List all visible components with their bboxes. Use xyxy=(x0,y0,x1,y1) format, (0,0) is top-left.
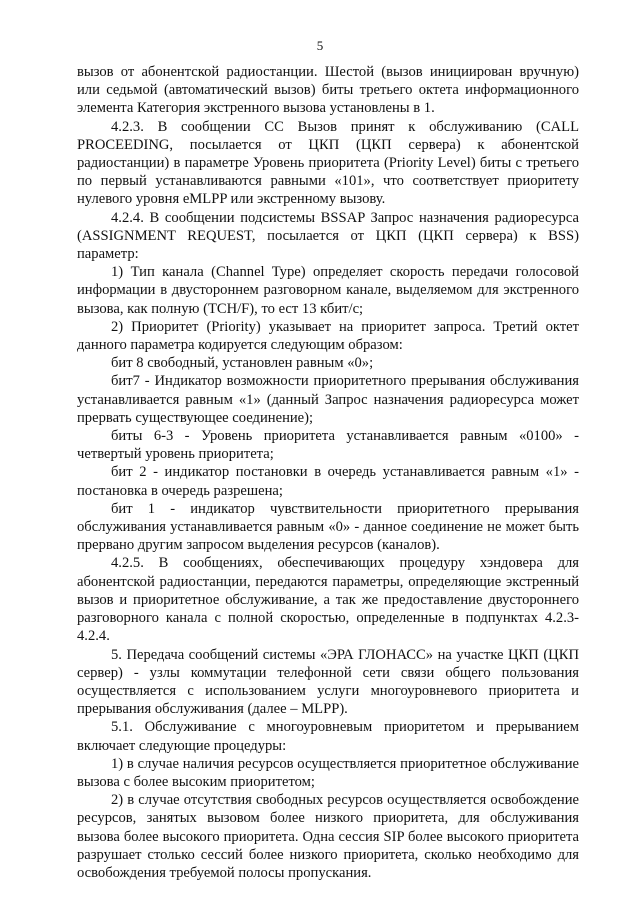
body-text xyxy=(77,63,579,882)
paragraph: 2) Приоритет (Priority) указывает на приоритет запроса. Третий октет данного параметра кодируется следующим образом: xyxy=(77,318,579,354)
paragraph: бит 1 - индикатор чувствительности приоритетного прерывания обслуживания устанавливается равным «0» - данное соединение не может быть прервано другим запросом выделения ресурсов (каналов). xyxy=(77,500,579,554)
paragraph: бит7 - Индикатор возможности приоритетного прерывания обслуживания устанавливается равным «1» (данный Запрос назначения радиоресурса может прервать существующее соединение); xyxy=(77,373,579,426)
paragraph: биты 6-3 - Уровень приоритета устанавливается равным «0100» - четвертый уровень приоритета; xyxy=(77,428,579,463)
paragraph: 1) в случае наличия ресурсов осуществляется приоритетное обслуживание вызова с более высоким приоритетом; xyxy=(77,755,579,790)
page-number: 5 xyxy=(316,38,324,53)
paragraph: 5.1. Обслуживание с многоуровневым приоритетом и прерыванием включает следующие процедуры: xyxy=(77,719,579,754)
paragraph: 4.2.4. В сообщении подсистемы BSSAP Запрос назначения радиоресурса (ASSIGNMENT REQUEST, посылается от ЦКП (ЦКП сервера) к BSS) параметр: xyxy=(77,209,579,263)
paragraph: 1) Тип канала (Channel Type) определяет скорость передачи голосовой информации в двустороннем разговорном канале, выделяемом для экстренного вызова, как полную (TCH/F), то ест 13 кбит/с; xyxy=(77,264,579,317)
paragraph: бит 2 - индикатор постановки в очередь устанавливается равным «1» - постановка в очередь разрешена; xyxy=(77,464,579,499)
paragraph: 2) в случае отсутствия свободных ресурсов осуществляется освобождение ресурсов, занятых вызовом более низкого приоритета, для обслуживания вызова более высокого приоритета. Одна сессия SIP более высокого приоритета разрушает столько сессий более низкого приоритета, сколько необходимо для освобождения требуемой полосы пропускания. xyxy=(77,792,579,881)
paragraph: 5. Передача сообщений системы «ЭРА ГЛОНАСС» на участке ЦКП (ЦКП сервер) - узлы коммутации телефонной сети связи общего пользования осуществляется с использованием услуги многоуровневого приоритета и прерывания обслуживания (далее – MLPP). xyxy=(77,646,579,718)
paragraph: вызов от абонентской радиостанции. Шестой (вызов инициирован вручную) или седьмой (автоматический вызов) биты третьего октета информационного элемента Категория экстренного вызова установлены в 1. xyxy=(77,64,579,117)
paragraph: бит 8 свободный, установлен равным «0»; xyxy=(111,355,374,372)
paragraph: 4.2.3. В сообщении CC Вызов принят к обслуживанию (CALL PROCEEDING, посылается от ЦКП (ЦКП сервера) к абонентской радиостанции) в параметре Уровень приоритета (Priority Level) биты с третьего по первый устанавливаются равными «101», что соответствует приоритету нулевого уровня eMLPP или экстренному вызову. xyxy=(77,118,579,208)
paragraph: 4.2.5. В сообщениях, обеспечивающих процедуру хэндовера для абонентской радиостанции, передаются параметры, определяющие экстренный вызов и приоритетное обслуживание, а так же предоставление двустороннего разговорного канала с полной скоростью, определенные в подпунктах 4.2.3-4.2.4. xyxy=(77,555,579,645)
